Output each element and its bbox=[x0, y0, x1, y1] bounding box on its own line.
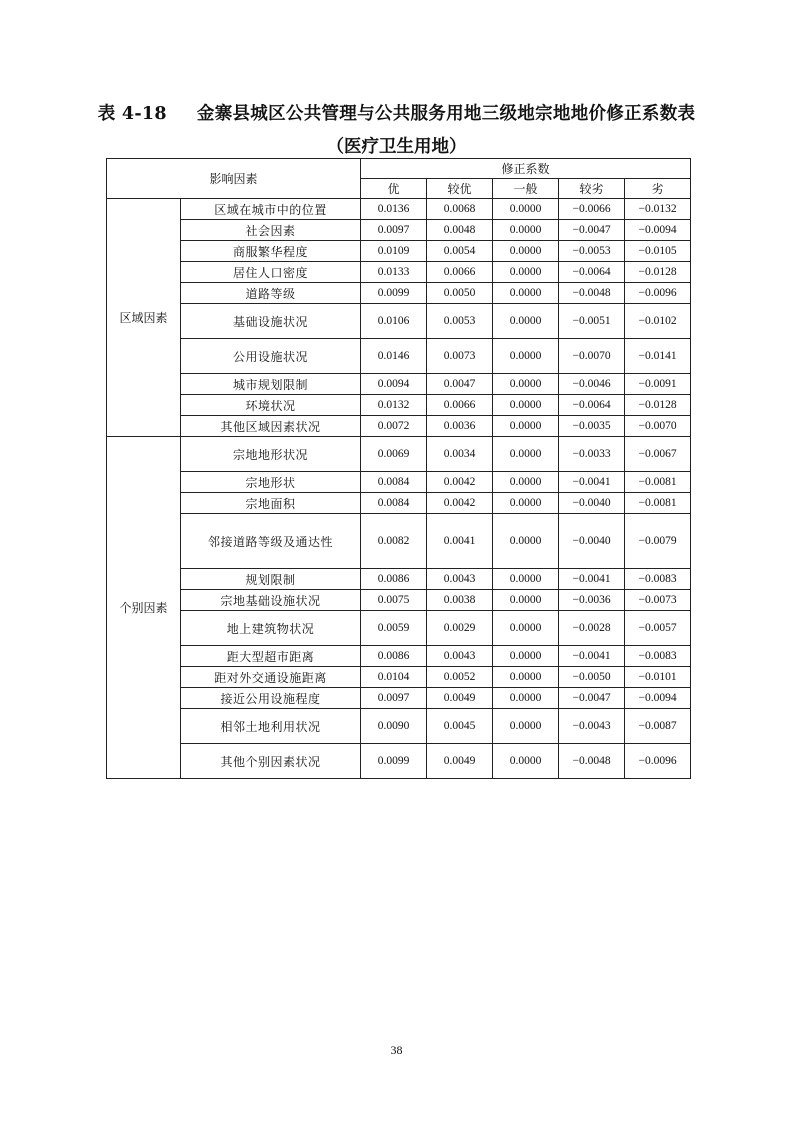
factor-name: 宗地面积 bbox=[181, 493, 361, 514]
coef-value: 0.0086 bbox=[361, 569, 427, 590]
header-row bbox=[107, 159, 691, 179]
coef-value: −0.0070 bbox=[625, 416, 691, 437]
coef-value: −0.0050 bbox=[559, 667, 625, 688]
coef-value: 0.0000 bbox=[493, 283, 559, 304]
coef-value: 0.0048 bbox=[427, 220, 493, 241]
coef-value: 0.0000 bbox=[493, 590, 559, 611]
factor-name: 距大型超市距离 bbox=[181, 646, 361, 667]
factor-name: 宗地地形状况 bbox=[181, 437, 361, 472]
coef-value: 0.0000 bbox=[493, 304, 559, 339]
group-label: 个别因素 bbox=[107, 437, 181, 779]
factor-name: 商服繁华程度 bbox=[181, 241, 361, 262]
coef-value: −0.0036 bbox=[559, 590, 625, 611]
factor-name: 城市规划限制 bbox=[181, 374, 361, 395]
coef-value: 0.0097 bbox=[361, 688, 427, 709]
coef-value: −0.0035 bbox=[559, 416, 625, 437]
coef-value: 0.0000 bbox=[493, 395, 559, 416]
coef-value: 0.0000 bbox=[493, 339, 559, 374]
factor-name: 规划限制 bbox=[181, 569, 361, 590]
coef-value: 0.0106 bbox=[361, 304, 427, 339]
coef-value: 0.0042 bbox=[427, 472, 493, 493]
coef-value: −0.0141 bbox=[625, 339, 691, 374]
coef-value: 0.0068 bbox=[427, 199, 493, 220]
coef-value: 0.0072 bbox=[361, 416, 427, 437]
table-row bbox=[107, 395, 691, 416]
coef-value: 0.0073 bbox=[427, 339, 493, 374]
coef-value: −0.0096 bbox=[625, 744, 691, 779]
coef-value: −0.0102 bbox=[625, 304, 691, 339]
coef-value: 0.0053 bbox=[427, 304, 493, 339]
table-subtitle: （医疗卫生用地） bbox=[326, 137, 467, 157]
coef-value: −0.0046 bbox=[559, 374, 625, 395]
table-row bbox=[107, 374, 691, 395]
coef-value: −0.0047 bbox=[559, 220, 625, 241]
coef-value: −0.0047 bbox=[559, 688, 625, 709]
factor-name: 区域在城市中的位置 bbox=[181, 199, 361, 220]
coef-value: 0.0066 bbox=[427, 262, 493, 283]
coef-value: 0.0086 bbox=[361, 646, 427, 667]
coef-value: 0.0052 bbox=[427, 667, 493, 688]
coef-value: 0.0000 bbox=[493, 646, 559, 667]
coef-value: 0.0000 bbox=[493, 241, 559, 262]
table-row bbox=[107, 416, 691, 437]
table-row bbox=[107, 304, 691, 339]
coef-value: 0.0042 bbox=[427, 493, 493, 514]
coef-value: −0.0132 bbox=[625, 199, 691, 220]
coef-value: −0.0094 bbox=[625, 220, 691, 241]
coef-value: 0.0133 bbox=[361, 262, 427, 283]
group-label: 区域因素 bbox=[107, 199, 181, 437]
coef-value: −0.0128 bbox=[625, 395, 691, 416]
coef-value: 0.0069 bbox=[361, 437, 427, 472]
coef-value: −0.0064 bbox=[559, 262, 625, 283]
correction-coefficient-table bbox=[106, 158, 691, 779]
coef-value: 0.0082 bbox=[361, 514, 427, 569]
coef-value: 0.0000 bbox=[493, 220, 559, 241]
factor-name: 地上建筑物状况 bbox=[181, 611, 361, 646]
coef-value: −0.0053 bbox=[559, 241, 625, 262]
coef-value: −0.0040 bbox=[559, 514, 625, 569]
table-row bbox=[107, 339, 691, 374]
coef-value: 0.0000 bbox=[493, 472, 559, 493]
coef-value: 0.0090 bbox=[361, 709, 427, 744]
table-row bbox=[107, 688, 691, 709]
table-number: 表 4-18 bbox=[97, 104, 167, 124]
coef-value: 0.0043 bbox=[427, 569, 493, 590]
coef-value: −0.0040 bbox=[559, 493, 625, 514]
coef-value: 0.0036 bbox=[427, 416, 493, 437]
coef-value: 0.0104 bbox=[361, 667, 427, 688]
table-row bbox=[107, 590, 691, 611]
factor-name: 社会因素 bbox=[181, 220, 361, 241]
table-row bbox=[107, 220, 691, 241]
table-row bbox=[107, 646, 691, 667]
table-row bbox=[107, 744, 691, 779]
coef-value: −0.0081 bbox=[625, 493, 691, 514]
coef-value: −0.0094 bbox=[625, 688, 691, 709]
coef-value: 0.0109 bbox=[361, 241, 427, 262]
coef-value: −0.0028 bbox=[559, 611, 625, 646]
coef-value: 0.0059 bbox=[361, 611, 427, 646]
coef-value: 0.0084 bbox=[361, 493, 427, 514]
coef-value: −0.0041 bbox=[559, 646, 625, 667]
table-row bbox=[107, 611, 691, 646]
coef-value: 0.0000 bbox=[493, 688, 559, 709]
coef-value: 0.0050 bbox=[427, 283, 493, 304]
header-level-4: 较劣 bbox=[559, 179, 625, 199]
coef-value: 0.0000 bbox=[493, 416, 559, 437]
factor-name: 环境状况 bbox=[181, 395, 361, 416]
coef-value: 0.0000 bbox=[493, 437, 559, 472]
table-row bbox=[107, 569, 691, 590]
coef-value: 0.0075 bbox=[361, 590, 427, 611]
coef-value: −0.0091 bbox=[625, 374, 691, 395]
coef-value: 0.0034 bbox=[427, 437, 493, 472]
factor-name: 居住人口密度 bbox=[181, 262, 361, 283]
header-coef-label: 修正系数 bbox=[361, 159, 691, 179]
coef-value: −0.0066 bbox=[559, 199, 625, 220]
header-level-2: 较优 bbox=[427, 179, 493, 199]
coef-value: −0.0067 bbox=[625, 437, 691, 472]
table-row bbox=[107, 283, 691, 304]
coef-value: −0.0048 bbox=[559, 744, 625, 779]
coef-value: 0.0066 bbox=[427, 395, 493, 416]
coef-value: −0.0041 bbox=[559, 569, 625, 590]
table-row bbox=[107, 514, 691, 569]
coef-value: 0.0000 bbox=[493, 374, 559, 395]
coef-value: 0.0000 bbox=[493, 569, 559, 590]
factor-name: 其他个别因素状况 bbox=[181, 744, 361, 779]
coef-value: 0.0000 bbox=[493, 493, 559, 514]
table-title bbox=[0, 100, 793, 125]
coef-value: −0.0096 bbox=[625, 283, 691, 304]
coef-value: −0.0083 bbox=[625, 646, 691, 667]
coef-value: 0.0041 bbox=[427, 514, 493, 569]
factor-name: 基础设施状况 bbox=[181, 304, 361, 339]
factor-name: 其他区域因素状况 bbox=[181, 416, 361, 437]
coef-value: −0.0087 bbox=[625, 709, 691, 744]
coef-value: 0.0054 bbox=[427, 241, 493, 262]
coef-value: 0.0043 bbox=[427, 646, 493, 667]
coef-value: 0.0099 bbox=[361, 744, 427, 779]
coef-value: −0.0041 bbox=[559, 472, 625, 493]
coef-value: 0.0000 bbox=[493, 262, 559, 283]
factor-name: 道路等级 bbox=[181, 283, 361, 304]
coef-value: −0.0105 bbox=[625, 241, 691, 262]
coef-value: 0.0084 bbox=[361, 472, 427, 493]
coef-value: 0.0049 bbox=[427, 688, 493, 709]
coef-value: 0.0132 bbox=[361, 395, 427, 416]
coef-value: −0.0070 bbox=[559, 339, 625, 374]
header-level-3: 一般 bbox=[493, 179, 559, 199]
coef-value: −0.0064 bbox=[559, 395, 625, 416]
coef-value: 0.0000 bbox=[493, 667, 559, 688]
coef-value: 0.0029 bbox=[427, 611, 493, 646]
table-row bbox=[107, 199, 691, 220]
coef-value: 0.0000 bbox=[493, 709, 559, 744]
coef-value: 0.0000 bbox=[493, 611, 559, 646]
table-row bbox=[107, 709, 691, 744]
table-row bbox=[107, 437, 691, 472]
coef-value: −0.0051 bbox=[559, 304, 625, 339]
factor-name: 接近公用设施程度 bbox=[181, 688, 361, 709]
coef-value: −0.0083 bbox=[625, 569, 691, 590]
page-number: 38 bbox=[390, 1043, 403, 1057]
coef-value: −0.0128 bbox=[625, 262, 691, 283]
coef-value: 0.0097 bbox=[361, 220, 427, 241]
coef-value: −0.0079 bbox=[625, 514, 691, 569]
header-level-5: 劣 bbox=[625, 179, 691, 199]
coef-value: 0.0099 bbox=[361, 283, 427, 304]
table-row bbox=[107, 472, 691, 493]
factor-name: 宗地形状 bbox=[181, 472, 361, 493]
coef-value: −0.0101 bbox=[625, 667, 691, 688]
coef-value: −0.0048 bbox=[559, 283, 625, 304]
table-row bbox=[107, 667, 691, 688]
table-row bbox=[107, 241, 691, 262]
factor-name: 宗地基础设施状况 bbox=[181, 590, 361, 611]
factor-name: 相邻土地利用状况 bbox=[181, 709, 361, 744]
coef-value: −0.0057 bbox=[625, 611, 691, 646]
coef-value: −0.0033 bbox=[559, 437, 625, 472]
factor-name: 距对外交通设施距离 bbox=[181, 667, 361, 688]
coef-value: −0.0043 bbox=[559, 709, 625, 744]
coef-value: 0.0094 bbox=[361, 374, 427, 395]
coef-value: 0.0136 bbox=[361, 199, 427, 220]
header-factor-label: 影响因素 bbox=[107, 159, 361, 199]
factor-name: 邻接道路等级及通达性 bbox=[181, 514, 361, 569]
table-row bbox=[107, 262, 691, 283]
coef-value: −0.0081 bbox=[625, 472, 691, 493]
coef-value: −0.0073 bbox=[625, 590, 691, 611]
coef-value: 0.0000 bbox=[493, 744, 559, 779]
coef-value: 0.0146 bbox=[361, 339, 427, 374]
factor-name: 公用设施状况 bbox=[181, 339, 361, 374]
header-level-1: 优 bbox=[361, 179, 427, 199]
coef-value: 0.0000 bbox=[493, 514, 559, 569]
coef-value: 0.0038 bbox=[427, 590, 493, 611]
coef-value: 0.0049 bbox=[427, 744, 493, 779]
table-title-text: 金寨县城区公共管理与公共服务用地三级地宗地地价修正系数表 bbox=[196, 104, 696, 124]
coef-value: 0.0045 bbox=[427, 709, 493, 744]
table-row bbox=[107, 493, 691, 514]
coef-value: 0.0000 bbox=[493, 199, 559, 220]
coef-value: 0.0047 bbox=[427, 374, 493, 395]
